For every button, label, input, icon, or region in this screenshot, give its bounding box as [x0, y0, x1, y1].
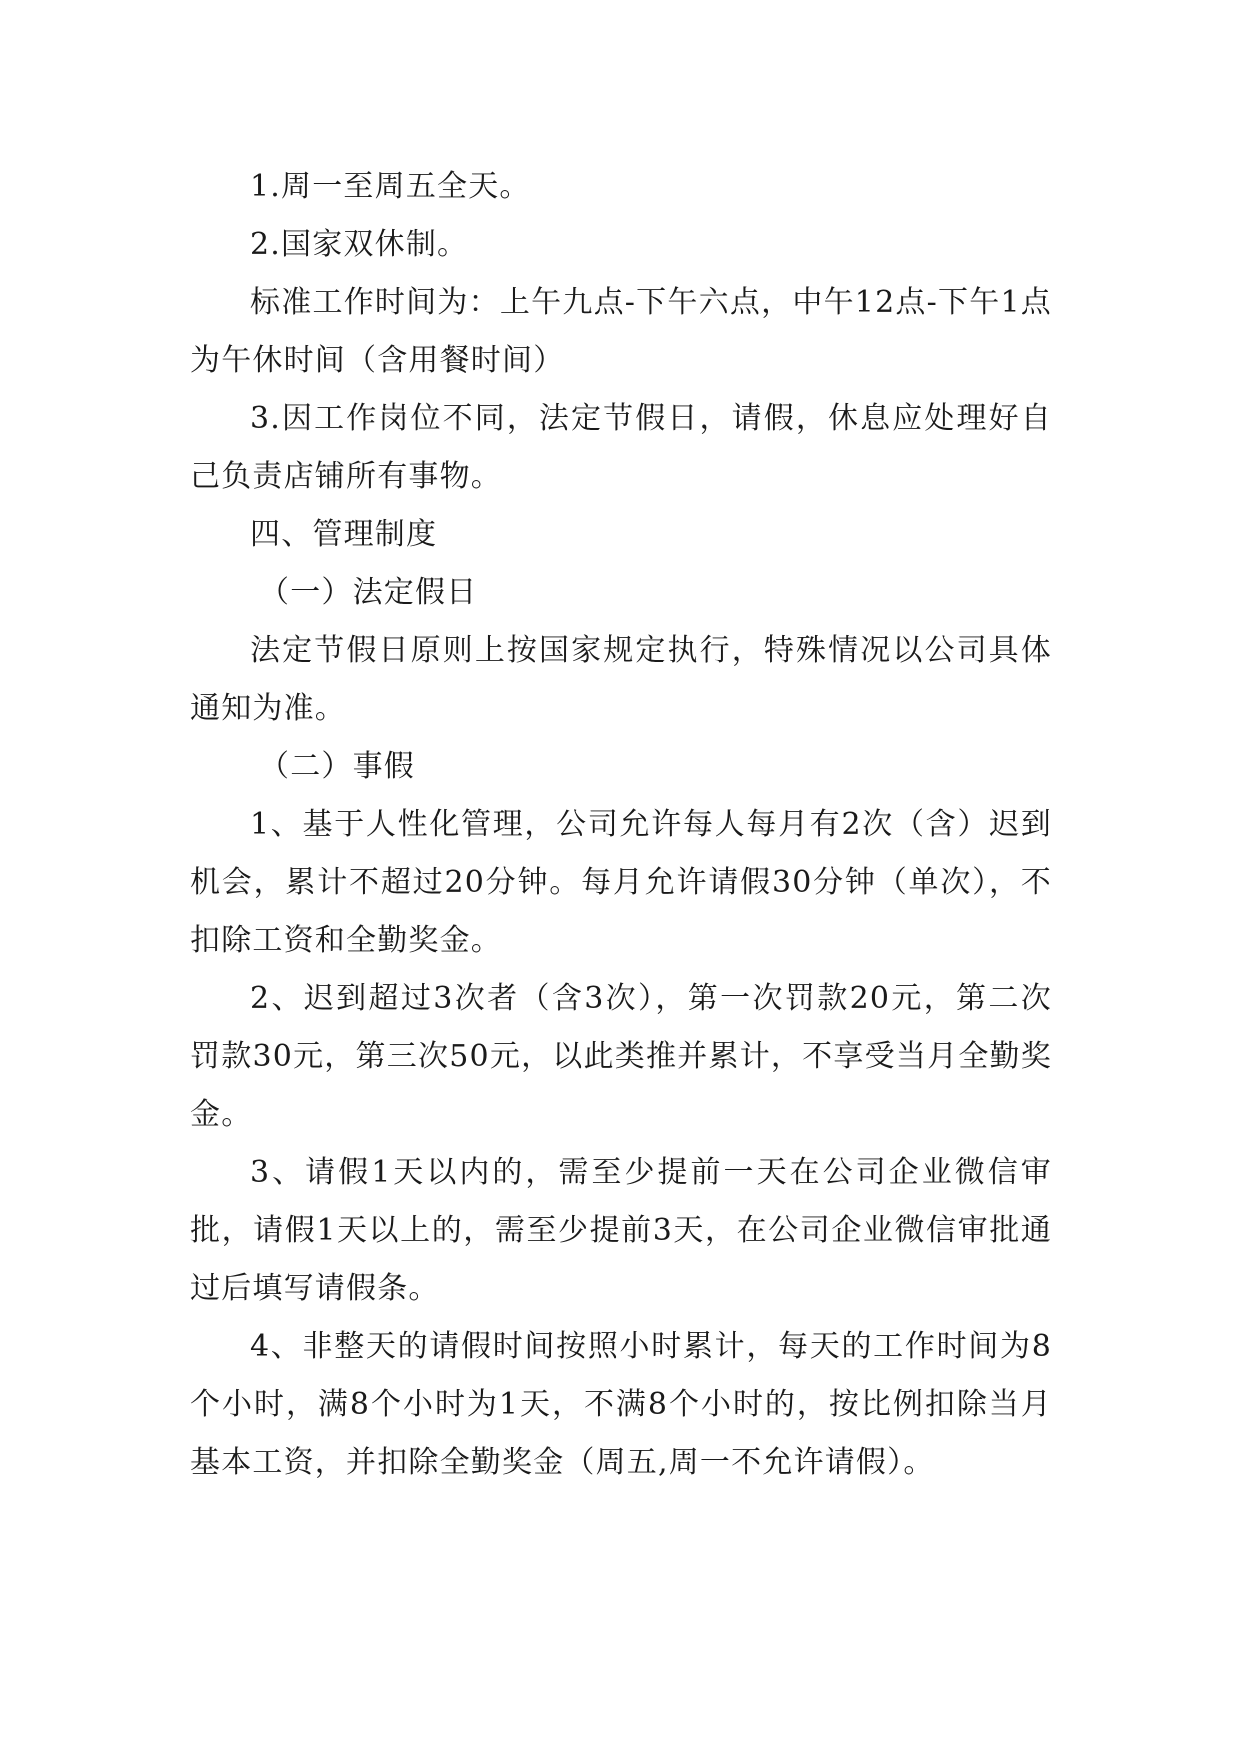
- paragraph-statutory-holidays: 法定节假日原则上按国家规定执行，特殊情况以公司具体通知为准。: [190, 633, 1052, 726]
- paragraph-workdays: 1.周一至周五全天。: [250, 169, 531, 204]
- paragraph-leave-rule-4: 4、非整天的请假时间按照小时累计，每天的工作时间为8个小时，满8个小时为1天，不满8个小时的，按比例扣除当月基本工资，并扣除全勤奖金（周五,周一不允许请假）。: [190, 1329, 1052, 1480]
- paragraph-leave-rule-3: 3、请假1天以内的，需至少提前一天在公司企业微信审批，请假1天以上的，需至少提前3天，在公司企业微信审批通过后填写请假条。: [190, 1155, 1052, 1306]
- paragraph-leave-rule-2: 2、迟到超过3次者（含3次），第一次罚款20元，第二次罚款30元，第三次50元，以此类推并累计，不享受当月全勤奖金。: [190, 981, 1052, 1132]
- subsection-heading-statutory-holidays: （一）法定假日: [259, 575, 478, 610]
- paragraph-position-note: 3.因工作岗位不同，法定节假日，请假，休息应处理好自己负责店铺所有事物。: [190, 401, 1052, 494]
- paragraph-leave-rule-1: 1、基于人性化管理，公司允许每人每月有2次（含）迟到机会，累计不超过20分钟。每月允许请假30分钟（单次），不扣除工资和全勤奖金。: [190, 807, 1052, 958]
- document-body: [190, 158, 1052, 1492]
- paragraph-standard-hours: 标准工作时间为：上午九点-下午六点，中午12点-下午1点为午休时间（含用餐时间）: [190, 285, 1052, 378]
- subsection-heading-personal-leave: （二）事假: [259, 749, 415, 784]
- paragraph-weekend: 2.国家双休制。: [250, 227, 469, 262]
- section-heading-management: 四、管理制度: [250, 517, 438, 552]
